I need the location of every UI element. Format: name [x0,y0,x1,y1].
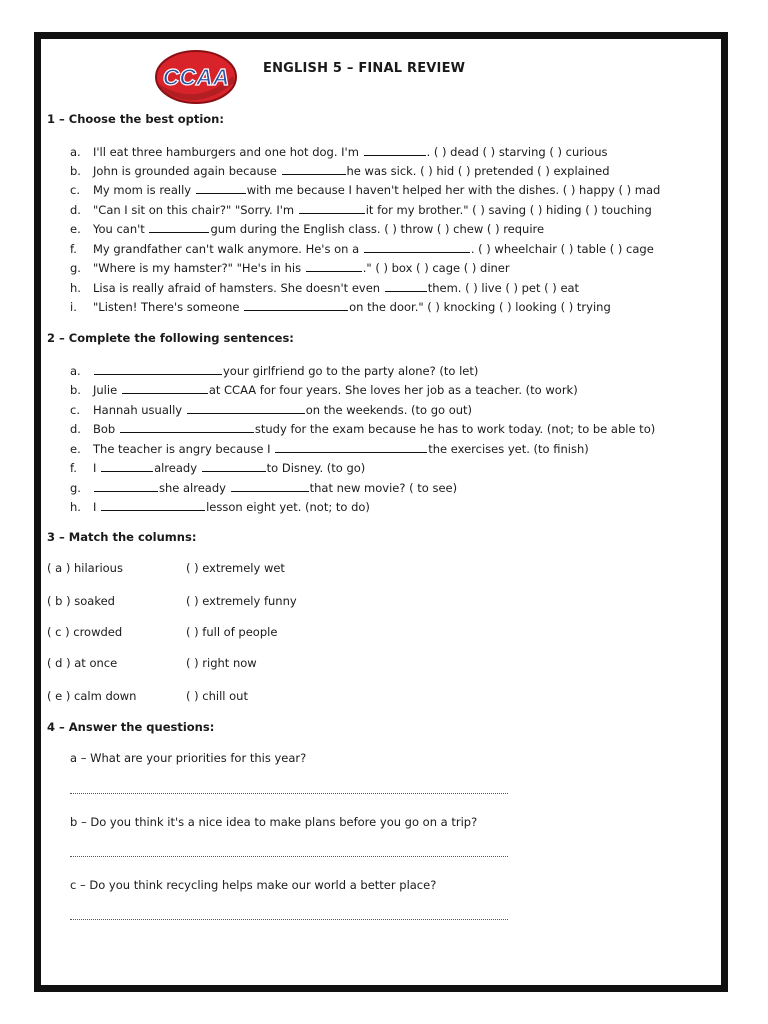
s2-item-f: f. I already to Disney. (to go) [70,461,366,475]
question-b: b – Do you think it's a nice idea to make plans before you go on a trip? [70,815,478,829]
answer-blank[interactable] [122,381,208,394]
answer-blank[interactable] [149,220,209,233]
answer-blank[interactable] [101,498,205,511]
s1-item-h: h. Lisa is really afraid of hamsters. She doesn't even them. ( ) live ( ) pet ( ) eat [70,281,580,295]
answer-blank[interactable] [196,181,246,194]
question-a: a – What are your priorities for this year? [70,751,307,765]
answer-line[interactable] [70,856,508,857]
s1-item-a: a. I'll eat three hamburgers and one hot dog. I'm . ( ) dead ( ) starving ( ) curious [70,145,608,159]
s1-item-i: i. "Listen! There's someone on the door." ( ) knocking ( ) looking ( ) trying [70,300,611,314]
match-right-item[interactable]: ( ) extremely funny [186,594,297,608]
match-left-item: ( b ) soaked [47,594,115,608]
s2-item-c: c. Hannah usually on the weekends. (to go out) [70,403,473,417]
answer-blank[interactable] [94,362,222,375]
section-1-title: 1 – Choose the best option: [47,112,224,126]
answer-blank[interactable] [275,440,427,453]
match-right-item[interactable]: ( ) chill out [186,689,248,703]
answer-blank[interactable] [364,240,470,253]
s1-item-d: d. "Can I sit on this chair?" "Sorry. I'm it for my brother." ( ) saving ( ) hiding ( ) touching [70,203,652,217]
section-2-title: 2 – Complete the following sentences: [47,331,294,345]
page-title: ENGLISH 5 – FINAL REVIEW [263,61,466,76]
s1-item-e: e. You can't gum during the English class. ( ) throw ( ) chew ( ) require [70,222,545,236]
answer-blank[interactable] [364,143,426,156]
answer-blank[interactable] [202,459,266,472]
match-left-item: ( d ) at once [47,656,118,670]
answer-line[interactable] [70,793,508,794]
answer-blank[interactable] [231,479,309,492]
answer-blank[interactable] [244,298,348,311]
match-right-item[interactable]: ( ) right now [186,656,257,670]
match-left-item: ( c ) crowded [47,625,123,639]
s2-item-e: e. The teacher is angry because I the exercises yet. (to finish) [70,442,589,456]
answer-blank[interactable] [120,420,254,433]
s2-item-h: h. I lesson eight yet. (not; to do) [70,500,370,514]
section-4-title: 4 – Answer the questions: [47,720,215,734]
s1-item-f: f. My grandfather can't walk anymore. He's on a . ( ) wheelchair ( ) table ( ) cage [70,242,654,256]
s2-item-d: d. Bob study for the exam because he has to work today. (not; to be able to) [70,422,656,436]
answer-blank[interactable] [282,162,346,175]
match-right-item[interactable]: ( ) extremely wet [186,561,285,575]
match-left-item: ( a ) hilarious [47,561,123,575]
s2-item-a: a. your girlfriend go to the party alone? (to let) [70,364,479,378]
svg-text:CCAA: CCAA [162,64,230,90]
s1-item-b: b. John is grounded again because he was sick. ( ) hid ( ) pretended ( ) explained [70,164,610,178]
answer-blank[interactable] [306,259,362,272]
answer-blank[interactable] [385,279,427,292]
s1-item-c: c. My mom is really with me because I haven't helped her with the dishes. ( ) happy ( ) mad [70,183,661,197]
answer-blank[interactable] [101,459,153,472]
s1-item-g: g. "Where is my hamster?" "He's in his ." ( ) box ( ) cage ( ) diner [70,261,510,275]
section-3-title: 3 – Match the columns: [47,530,197,544]
s2-item-b: b. Julie at CCAA for four years. She loves her job as a teacher. (to work) [70,383,578,397]
answer-blank[interactable] [94,479,158,492]
match-left-item: ( e ) calm down [47,689,137,703]
question-c: c – Do you think recycling helps make our world a better place? [70,878,437,892]
answer-line[interactable] [70,919,508,920]
ccaa-logo [151,48,241,106]
answer-blank[interactable] [299,201,365,214]
s2-item-g: g. she already that new movie? ( to see) [70,481,458,495]
match-right-item[interactable]: ( ) full of people [186,625,278,639]
answer-blank[interactable] [187,401,305,414]
